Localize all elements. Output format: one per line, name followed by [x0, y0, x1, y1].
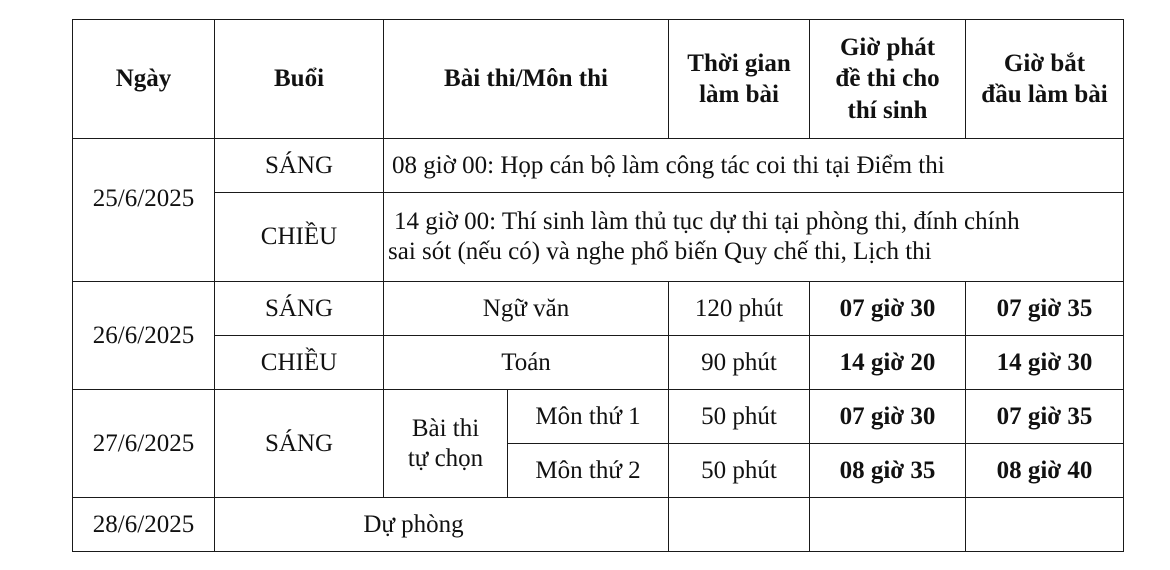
header-gio-phat-line1: Giờ phát [839, 34, 936, 62]
subject-cell: Toán [384, 336, 669, 390]
start-time-cell: 14 giờ 30 [966, 336, 1124, 390]
header-thoi-gian-line1: Thời gian [687, 49, 791, 77]
header-gio-phat-line2: đề thi cho [835, 65, 940, 93]
exam-schedule-table [72, 19, 1124, 552]
date-cell: 27/6/2025 [73, 390, 215, 498]
header-ngay: Ngày [73, 20, 215, 139]
note-line: 14 giờ 00: Thí sinh làm thủ tục dự thi tại phòng thi, đính chính [394, 208, 1020, 235]
subject-cell: Môn thứ 1 [508, 390, 669, 444]
header-gio-phat-line3: thí sinh [847, 96, 928, 124]
table-row [73, 390, 1124, 444]
header-gio-bat-dau [966, 20, 1124, 139]
table-row [73, 139, 1124, 193]
note-cell [384, 193, 1124, 282]
header-gio-bat-dau-line2: đầu làm bài [981, 81, 1108, 108]
note-line: sai sót (nếu có) và nghe phổ biến Quy chế thi, Lịch thi [388, 238, 932, 265]
handout-time-cell: 08 giờ 35 [810, 444, 966, 498]
duration-cell: 50 phút [669, 444, 810, 498]
duration-cell: 50 phút [669, 390, 810, 444]
header-gio-phat [810, 20, 966, 139]
handout-time-cell: 07 giờ 30 [810, 282, 966, 336]
header-thoi-gian [669, 20, 810, 139]
elective-group-line2: tự chọn [407, 444, 484, 472]
start-time-cell: 07 giờ 35 [966, 390, 1124, 444]
subject-cell: Dự phòng [215, 498, 669, 552]
subject-cell: Ngữ văn [384, 282, 669, 336]
date-cell: 28/6/2025 [73, 498, 215, 552]
duration-cell: 90 phút [669, 336, 810, 390]
session-cell: CHIỀU [215, 193, 384, 282]
elective-group-line1: Bài thi [411, 414, 480, 442]
handout-time-cell: 07 giờ 30 [810, 390, 966, 444]
table-row [73, 193, 1124, 282]
duration-cell: 120 phút [669, 282, 810, 336]
date-cell: 25/6/2025 [73, 139, 215, 282]
table-row [73, 282, 1124, 336]
header-row [73, 20, 1124, 139]
handout-time-cell [810, 498, 966, 552]
session-cell: SÁNG [215, 282, 384, 336]
note-cell: 08 giờ 00: Họp cán bộ làm công tác coi thi tại Điểm thi [384, 139, 1124, 193]
start-time-cell: 08 giờ 40 [966, 444, 1124, 498]
header-bai-thi: Bài thi/Môn thi [384, 20, 669, 139]
header-gio-bat-dau-line1: Giờ bắt [1003, 49, 1086, 77]
start-time-cell [966, 498, 1124, 552]
header-thoi-gian-line2: làm bài [699, 81, 779, 108]
header-buoi: Buổi [215, 20, 384, 139]
handout-time-cell: 14 giờ 20 [810, 336, 966, 390]
start-time-cell: 07 giờ 35 [966, 282, 1124, 336]
elective-group-cell [384, 390, 508, 498]
session-cell: SÁNG [215, 390, 384, 498]
exam-schedule-table-wrap [72, 19, 1124, 552]
table-row [73, 336, 1124, 390]
subject-cell: Môn thứ 2 [508, 444, 669, 498]
table-row [73, 498, 1124, 552]
session-cell: CHIỀU [215, 336, 384, 390]
date-cell: 26/6/2025 [73, 282, 215, 390]
duration-cell [669, 498, 810, 552]
session-cell: SÁNG [215, 139, 384, 193]
